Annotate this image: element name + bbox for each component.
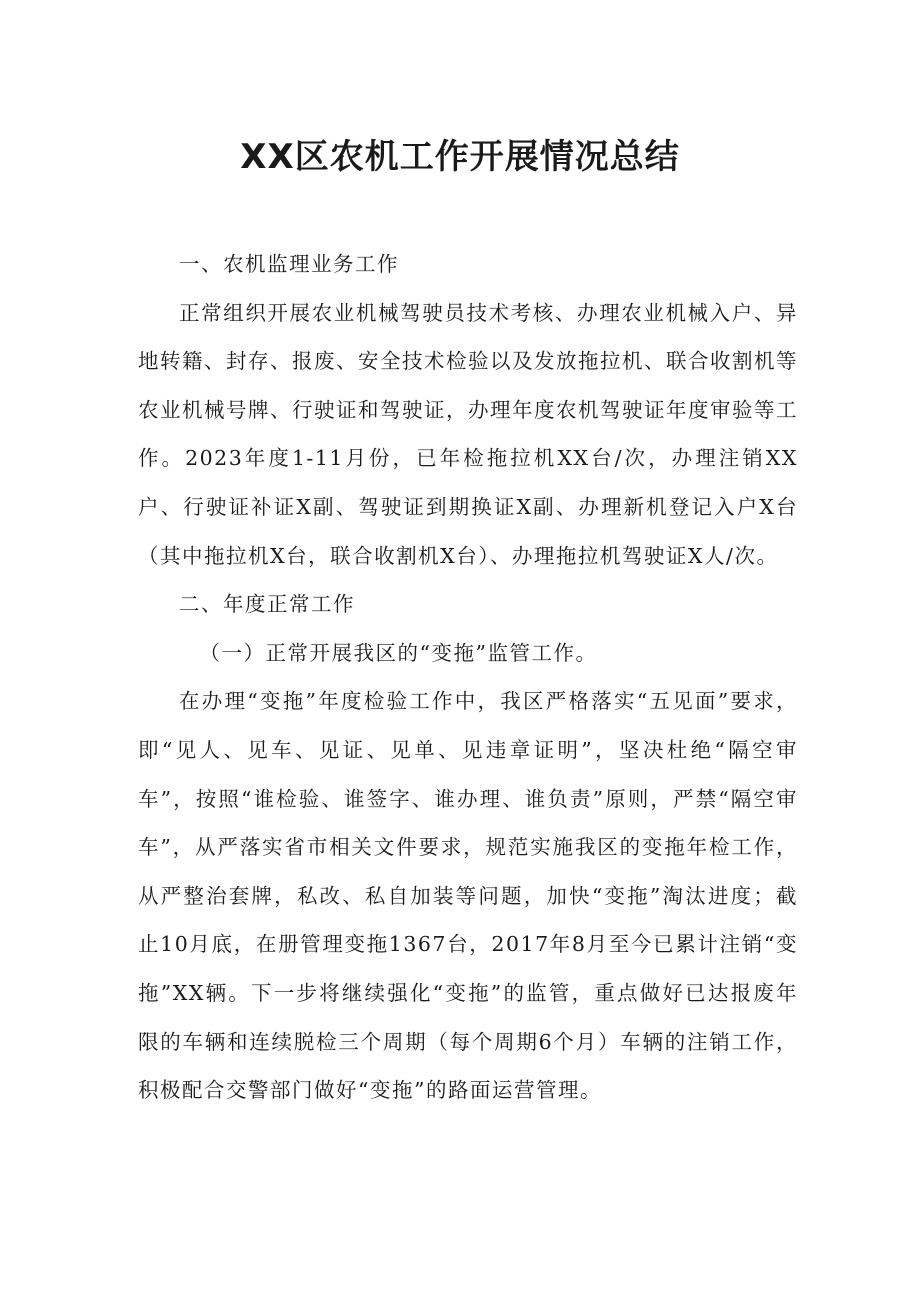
body-paragraph: 在办理“变拖”年度检验工作中，我区严格落实“五见面”要求，即“见人、见车、见证、见单、见违章证明”，坚决杜绝“隔空审车”，按照“谁检验、谁签字、谁办理、谁负责”原则，严禁“隔空审车”，从严落实省市相关文件要求，规范实施我区的变拖年检工作，从严整治套牌，私改、私自加装等问题，加快“变拖”淘汰进度；截止10月底，在册管理变拖1367台，2017年8月至今已累计注销“变拖”XX辆。下一步将继续强化“变拖”的监管，重点做好已达报废年限的车辆和连续脱检三个周期（每个周期6个月）车辆的注销工作，积极配合交警部门做好“变拖”的路面运营管理。 xyxy=(138,689,798,1103)
document-body xyxy=(138,240,798,1115)
section-heading: 二、年度正常工作 xyxy=(179,592,355,617)
section-heading: 一、农机监理业务工作 xyxy=(179,252,399,276)
subsection-heading: （一）正常开展我区的“变拖”监管工作。 xyxy=(199,640,598,665)
document-title: XX区农机工作开展情况总结 xyxy=(240,137,680,177)
body-paragraph: 正常组织开展农业机械驾驶员技术考核、办理农业机械入户、异地转籍、封存、报废、安全技术检验以及发放拖拉机、联合收割机等农业机械号牌、行驶证和驾驶证，办理年度农机驾驶证年度审验等工作。2023年度1-11月份，已年检拖拉机XX台/次，办理注销XX户、行驶证补证X副、驾驶证到期换证X副、办理新机登记入户X台（其中拖拉机X台，联合收割机X台）、办理拖拉机驾驶证X人/次。 xyxy=(138,300,798,568)
